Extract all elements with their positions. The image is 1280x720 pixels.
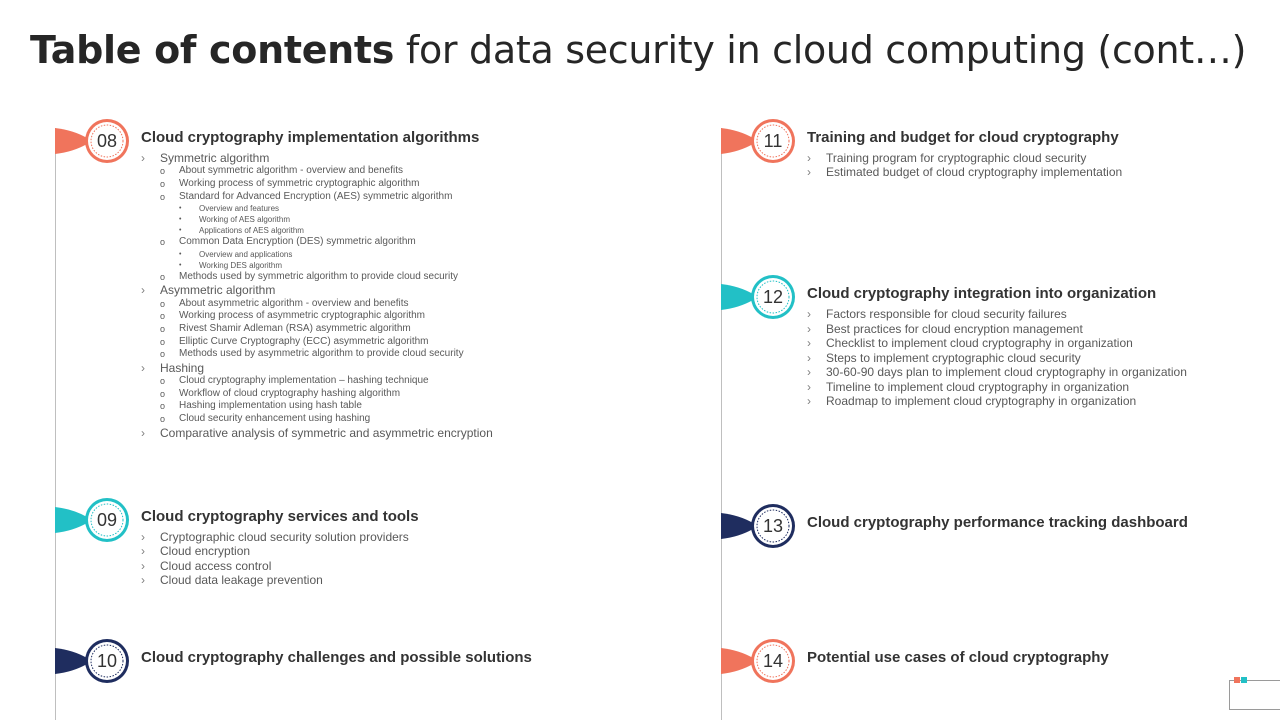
section-number: 09	[96, 510, 118, 530]
toc-item-level-1[interactable]: › Asymmetric algorithm	[141, 283, 493, 297]
toc-item-level-2[interactable]: o Common Data Encryption (DES) symmetric algorithm	[141, 236, 493, 249]
section-number-badge	[55, 636, 135, 686]
section-number-badge	[55, 116, 135, 166]
section-heading[interactable]: Cloud cryptography integration into organization	[807, 285, 1157, 302]
toc-item-level-1[interactable]: › Checklist to implement cloud cryptography in organization	[807, 336, 1187, 351]
section-heading[interactable]: Cloud cryptography implementation algorithms	[141, 129, 480, 146]
corner-accent-teal	[1241, 677, 1247, 683]
badge-connector	[55, 648, 87, 674]
badge-connector	[721, 648, 753, 674]
badge-graphic	[721, 501, 801, 551]
page-title-rest: for data security in cloud computing (cont…)	[394, 28, 1247, 72]
toc-item-level-2[interactable]: o About asymmetric algorithm - overview and benefits	[141, 298, 493, 311]
section-number: 11	[763, 131, 783, 151]
section-number: 14	[762, 651, 784, 671]
toc-item-level-3[interactable]: • Working of AES algorithm	[141, 214, 493, 225]
slide-corner-decoration	[1229, 680, 1280, 710]
section-number: 08	[96, 131, 118, 151]
toc-item-level-1[interactable]: › Best practices for cloud encryption management	[807, 322, 1187, 337]
page-title-bold: Table of contents	[30, 28, 395, 72]
toc-item-level-2[interactable]: o Hashing implementation using hash table	[141, 400, 493, 413]
toc-item-level-1[interactable]: › Roadmap to implement cloud cryptography in organization	[807, 394, 1187, 409]
section-heading[interactable]: Cloud cryptography services and tools	[141, 508, 419, 525]
toc-item-level-2[interactable]: o Working process of symmetric cryptographic algorithm	[141, 178, 493, 191]
toc-item-level-1[interactable]: › Training program for cryptographic cloud security	[807, 151, 1122, 165]
section-number-badge	[721, 116, 801, 166]
toc-item-level-3[interactable]: • Applications of AES algorithm	[141, 225, 493, 236]
toc-item-level-2[interactable]: o Cloud cryptography implementation – hashing technique	[141, 375, 493, 388]
toc-item-level-2[interactable]: o Workflow of cloud cryptography hashing algorithm	[141, 388, 493, 401]
badge-connector	[55, 507, 87, 533]
badge-graphic	[721, 116, 801, 166]
toc-item-level-2[interactable]: o Methods used by symmetric algorithm to provide cloud security	[141, 271, 493, 284]
badge-graphic	[55, 495, 135, 545]
toc-item-level-1[interactable]: › Factors responsible for cloud security failures	[807, 307, 1187, 322]
badge-connector	[721, 128, 753, 154]
corner-accent-coral	[1234, 677, 1240, 683]
section-heading[interactable]: Cloud cryptography performance tracking dashboard	[807, 514, 1188, 531]
section-heading[interactable]: Potential use cases of cloud cryptography	[807, 649, 1109, 666]
toc-item-level-1[interactable]: › Cloud data leakage prevention	[141, 573, 409, 587]
toc-item-level-3[interactable]: • Overview and applications	[141, 249, 493, 260]
page-title	[30, 28, 1246, 72]
section-number-badge	[55, 495, 135, 545]
toc-item-level-2[interactable]: o About symmetric algorithm - overview and benefits	[141, 165, 493, 178]
toc-item-level-1[interactable]: › Cloud access control	[141, 559, 409, 573]
toc-item-level-3[interactable]: • Working DES algorithm	[141, 260, 493, 271]
toc-item-level-2[interactable]: o Methods used by asymmetric algorithm to provide cloud security	[141, 348, 493, 361]
badge-graphic	[721, 272, 801, 322]
toc-item-level-2[interactable]: o Rivest Shamir Adleman (RSA) asymmetric algorithm	[141, 323, 493, 336]
toc-item-level-1[interactable]: › Estimated budget of cloud cryptography implementation	[807, 165, 1122, 179]
badge-graphic	[55, 636, 135, 686]
toc-item-level-2[interactable]: o Standard for Advanced Encryption (AES) symmetric algorithm	[141, 191, 493, 204]
toc-item-level-3[interactable]: • Overview and features	[141, 203, 493, 214]
badge-connector	[55, 128, 87, 154]
section-heading[interactable]: Cloud cryptography challenges and possible solutions	[141, 649, 532, 666]
section-number: 10	[96, 651, 118, 671]
toc-item-level-1[interactable]: › Timeline to implement cloud cryptography in organization	[807, 380, 1187, 395]
section-item-list	[141, 151, 493, 440]
badge-graphic	[55, 116, 135, 166]
right-timeline-line	[721, 128, 722, 720]
toc-item-level-1[interactable]: › 30-60-90 days plan to implement cloud cryptography in organization	[807, 365, 1187, 380]
section-number: 13	[762, 516, 784, 536]
badge-connector	[721, 513, 753, 539]
toc-item-level-1[interactable]: › Cloud encryption	[141, 544, 409, 558]
section-number: 12	[762, 287, 784, 307]
toc-item-level-2[interactable]: o Cloud security enhancement using hashing	[141, 413, 493, 426]
left-timeline-line	[55, 128, 56, 720]
toc-item-level-1[interactable]: › Steps to implement cryptographic cloud security	[807, 351, 1187, 366]
toc-item-level-1[interactable]: › Symmetric algorithm	[141, 151, 493, 165]
toc-item-level-2[interactable]: o Elliptic Curve Cryptography (ECC) asymmetric algorithm	[141, 336, 493, 349]
section-item-list	[807, 307, 1187, 409]
badge-connector	[721, 284, 753, 310]
section-item-list	[141, 530, 409, 588]
section-heading[interactable]: Training and budget for cloud cryptography	[807, 129, 1119, 146]
toc-item-level-1[interactable]: › Cryptographic cloud security solution providers	[141, 530, 409, 544]
section-item-list	[807, 151, 1122, 180]
section-number-badge	[721, 272, 801, 322]
toc-item-level-2[interactable]: o Working process of asymmetric cryptographic algorithm	[141, 310, 493, 323]
badge-graphic	[721, 636, 801, 686]
toc-item-level-1[interactable]: › Hashing	[141, 361, 493, 375]
section-number-badge	[721, 501, 801, 551]
section-number-badge	[721, 636, 801, 686]
toc-item-level-1[interactable]: › Comparative analysis of symmetric and asymmetric encryption	[141, 426, 493, 440]
